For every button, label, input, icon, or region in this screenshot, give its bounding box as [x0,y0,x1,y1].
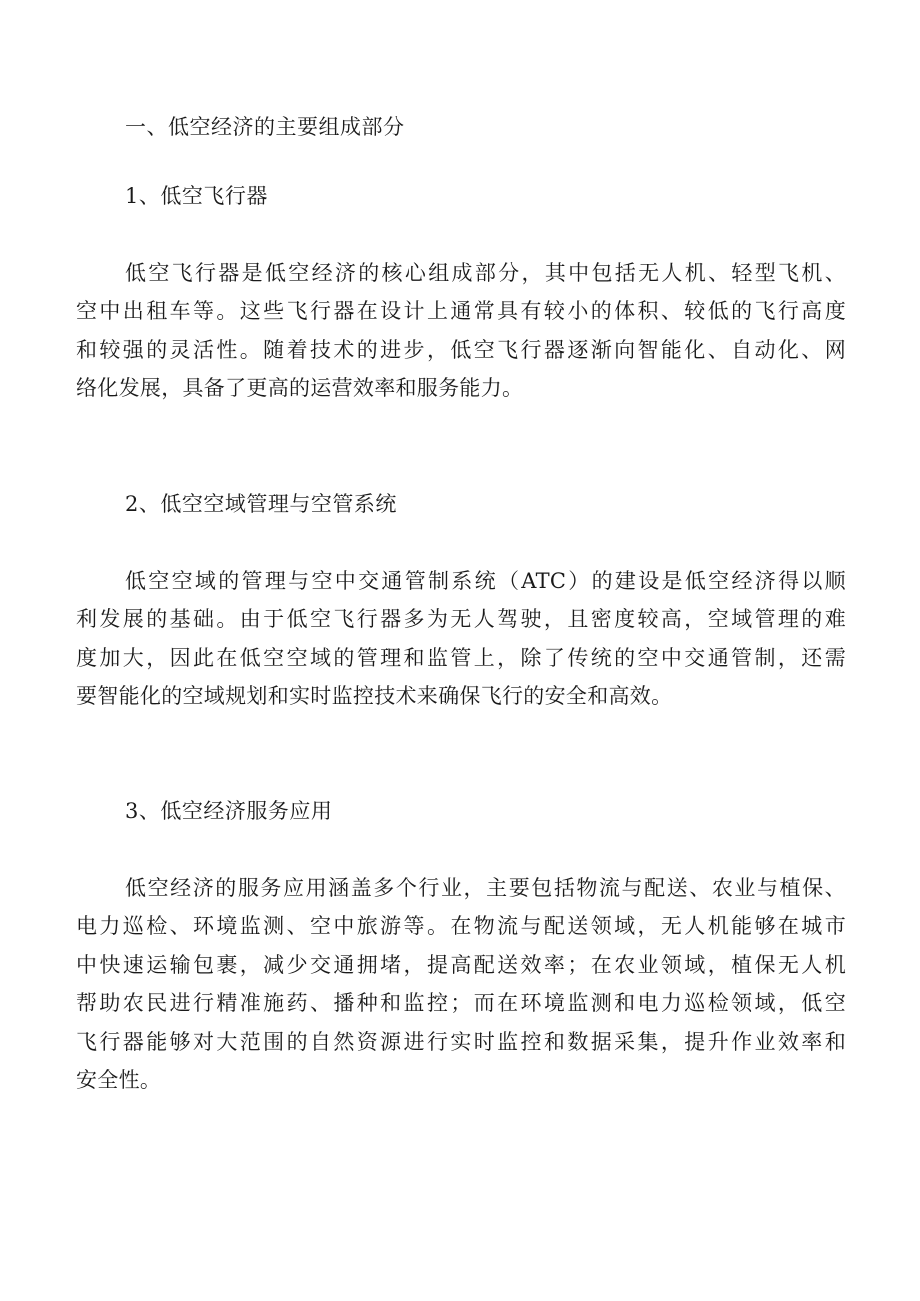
section-3-line: 飞行器能够对大范围的自然资源进行实时监控和数据采集，提升作业效率和 [76,1029,846,1054]
section-2-paragraph [76,562,846,716]
section-3-line: 中快速运输包裹，减少交通拥堵，提高配送效率；在农业领域，植保无人机 [76,952,846,977]
section-1-line: 和较强的灵活性。随着技术的进步，低空飞行器逐渐向智能化、自动化、网 [76,337,846,362]
section-3-line: 低空经济的服务应用涵盖多个行业，主要包括物流与配送、农业与植保、 [125,876,846,900]
section-1-heading: 1、低空飞行器 [125,184,268,208]
section-3-line: 帮助农民进行精准施药、播种和监控；而在环境监测和电力巡检领域，低空 [76,991,846,1016]
section-2-line: 低空空域的管理与空中交通管制系统（ATC）的建设是低空经济得以顺 [125,569,846,593]
section-2-line: 度加大，因此在低空空域的管理和监管上，除了传统的空中交通管制，还需 [76,645,846,670]
section-1-line: 低空飞行器是低空经济的核心组成部分，其中包括无人机、轻型飞机、 [125,261,846,285]
section-2-line: 利发展的基础。由于低空飞行器多为无人驾驶，且密度较高，空域管理的难 [76,607,846,632]
section-3-paragraph [76,869,846,1099]
section-2-line: 要智能化的空域规划和实时监控技术来确保飞行的安全和高效。 [76,684,673,709]
section-1-line: 空中出租车等。这些飞行器在设计上通常具有较小的体积、较低的飞行高度 [76,299,846,324]
section-3-line: 安全性。 [76,1068,162,1093]
section-3-heading: 3、低空经济服务应用 [125,799,333,823]
section-1-line: 络化发展，具备了更高的运营效率和服务能力。 [76,376,524,401]
section-3-line: 电力巡检、环境监测、空中旅游等。在物流与配送领域，无人机能够在城市 [76,914,846,939]
main-heading: 一、低空经济的主要组成部分 [125,115,405,139]
section-2-heading: 2、低空空域管理与空管系统 [125,492,397,516]
section-1-paragraph [76,254,846,408]
